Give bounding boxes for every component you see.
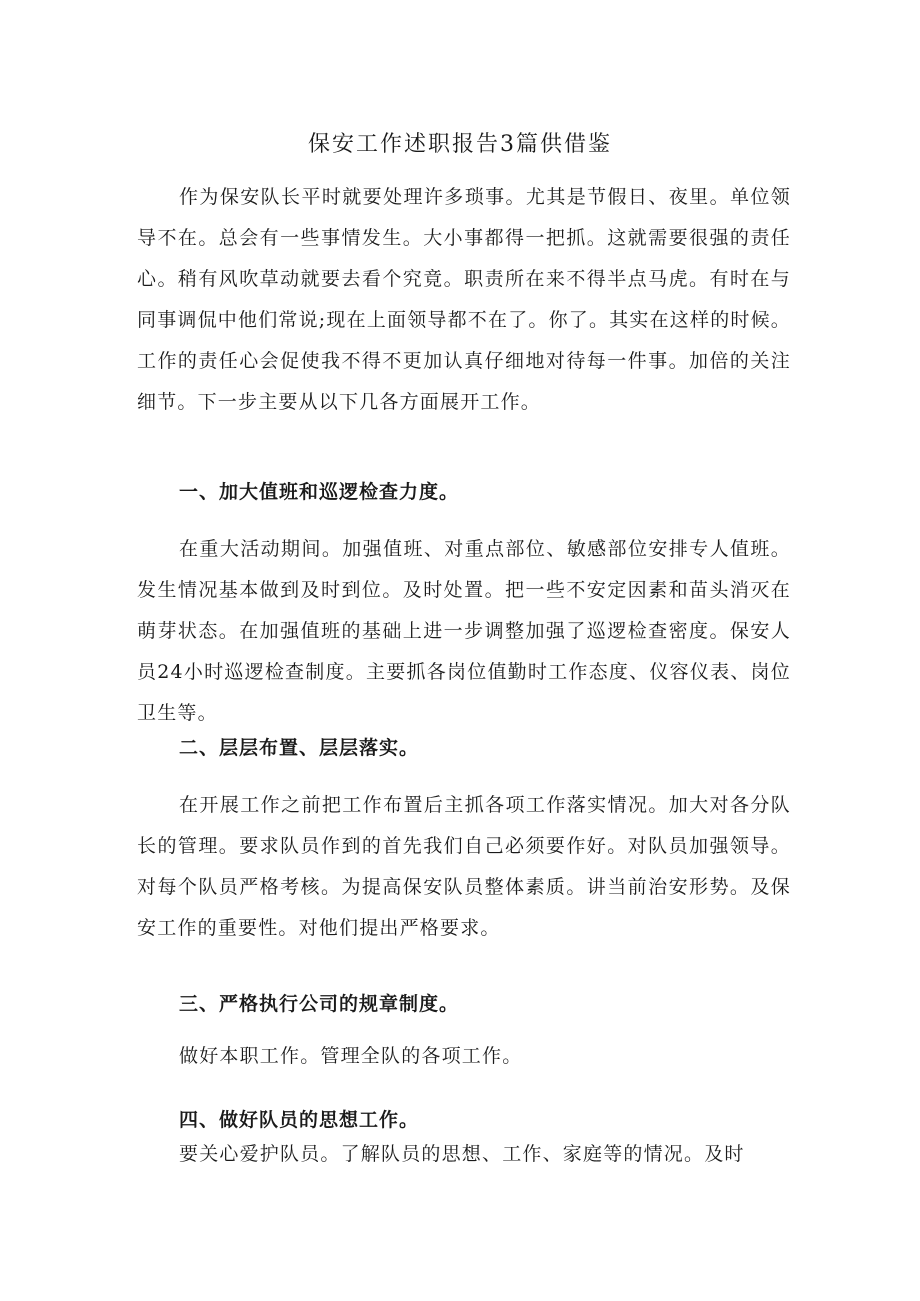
section-heading-3: 三、严格执行公司的规章制度。 [179,993,460,1015]
intro-paragraph: 作为保安队长平时就要处理许多琐事。尤其是节假日、夜里。单位领导不在。总会有一些事情发生。大小事都得一把抓。这就需要很强的责任心。稍有风吹草动就要去看个究竟。职责所在来不得半点马虎。有时在与同事调侃中他们常说;现在上面领导都不在了。你了。其实在这样的时候。工作的责任心会促使我不得不更加认真仔细地对待每一件事。加倍的关注细节。下一步主要从以下几各方面展开工作。 [137,186,792,413]
section-body-3: 做好本职工作。管理全队的各项工作。 [179,1045,523,1067]
section-heading-4: 四、做好队员的思想工作。 [179,1109,420,1131]
document-title: 保安工作述职报告3篇供借鉴 [308,132,612,157]
section-body-1: 在重大活动期间。加强值班、对重点部位、敏感部位安排专人值班。发生情况基本做到及时到位。及时处置。把一些不安定因素和苗头消灭在萌芽状态。在加强值班的基础上进一步调整加强了巡逻检查密度。保安人员24小时巡逻检查制度。主要抓各岗位值勤时工作态度、仪容仪表、岗位卫生等。 [137,538,791,724]
section-body-4: 要关心爱护队员。了解队员的思想、工作、家庭等的情况。及时 [179,1143,745,1165]
section-heading-1: 一、加大值班和巡逻检查力度。 [179,481,460,503]
section-body-2: 在开展工作之前把工作布置后主抓各项工作落实情况。加大对各分队长的管理。要求队员作到的首先我们自己必须要作好。对队员加强领导。对每个队员严格考核。为提高保安队员整体素质。讲当前治安形势。及保安工作的重要性。对他们提出严格要求。 [137,794,791,939]
section-heading-2: 二、层层布置、层层落实。 [179,737,420,759]
